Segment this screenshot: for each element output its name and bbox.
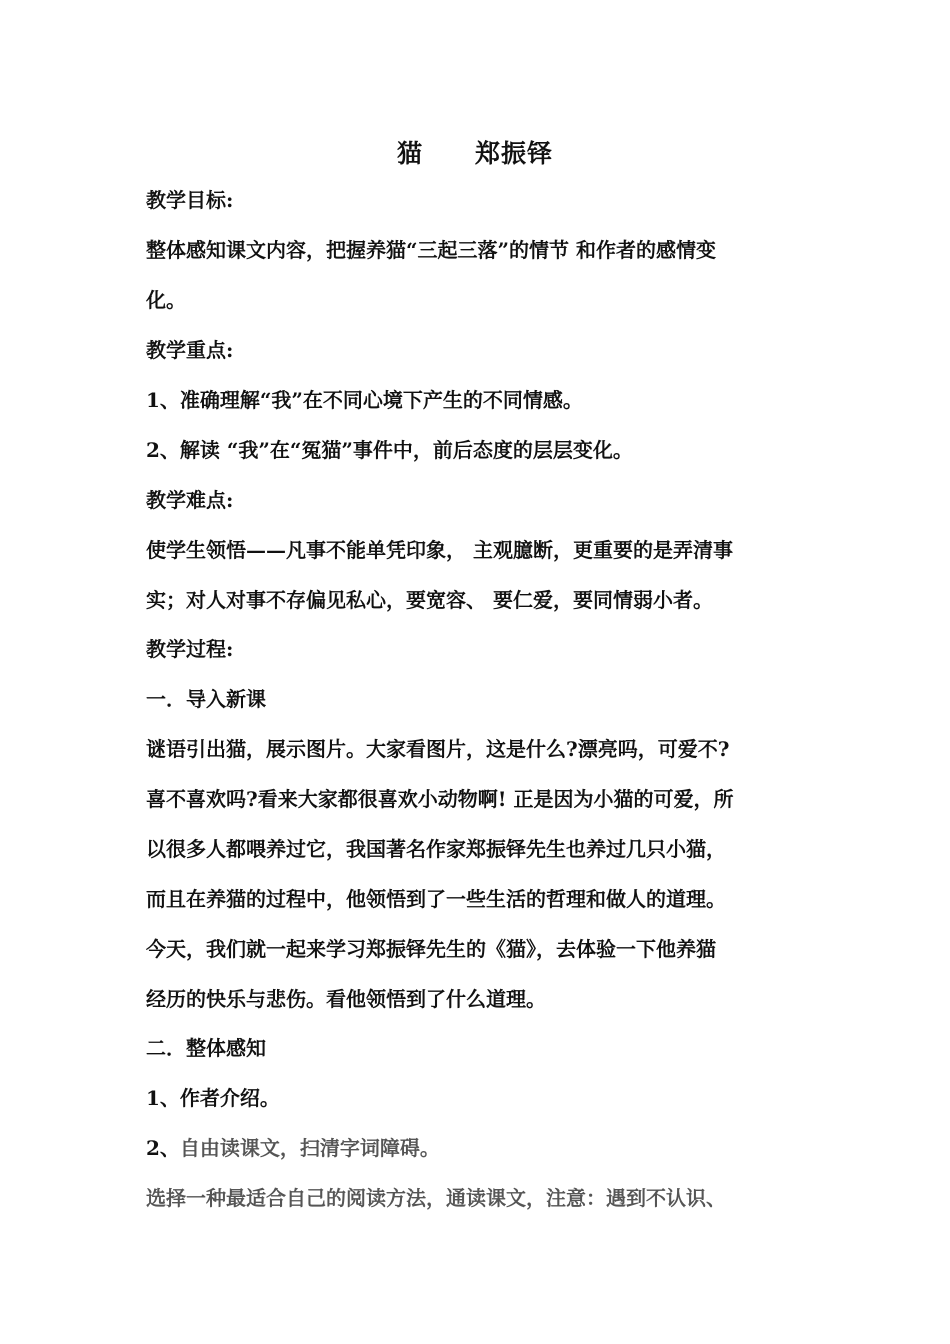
section-heading: 一．导入新课 [146,687,266,711]
paragraph-line: 今天，我们就一起来学习郑振铎先生的《猫》，去体验一下他养猫 [146,937,716,961]
paragraph-line: 选择一种最适合自己的阅读方法，通读课文，注意：遇到不认识、 [146,1186,726,1210]
list-item: 2、解读 “我”在“冤猫”事件中，前后态度的层层变化。 [146,438,633,462]
paragraph-line: 整体感知课文内容，把握养猫“三起三落”的情节 和作者的感情变 [146,238,716,262]
list-item: 1、准确理解“我”在不同心境下产生的不同情感。 [146,388,583,412]
heading-key-points: 教学重点: [146,338,234,362]
heading-process: 教学过程: [146,637,234,661]
list-item-text: 自由读课文，扫清字词障碍。 [179,1136,440,1160]
document-title [0,134,950,170]
paragraph-line: 以很多人都喂养过它，我国著名作家郑振铎先生也养过几只小猫， [146,837,726,861]
paragraph-line: 而且在养猫的过程中，他领悟到了一些生活的哲理和做人的道理。 [146,887,726,911]
paragraph-line: 实；对人对事不存偏见私心，要宽容、 要仁爱，要同情弱小者。 [146,588,713,612]
list-item: 1、作者介绍。 [146,1086,280,1110]
paragraph-line: 经历的快乐与悲伤。看他领悟到了什么道理。 [146,987,546,1011]
paragraph-line: 化。 [146,288,186,312]
heading-difficulties: 教学难点: [146,488,234,512]
paragraph-line: 谜语引出猫，展示图片。大家看图片，这是什么?漂亮吗，可爱不? [146,737,730,761]
section-heading: 二．整体感知 [146,1036,266,1060]
title-author: 郑振铎 [475,139,554,168]
paragraph-line: 喜不喜欢吗?看来大家都很喜欢小动物啊! 正是因为小猫的可爱，所 [146,787,734,811]
list-item [146,1133,440,1163]
list-item-number: 2、 [146,1136,180,1160]
title-text: 猫 [396,139,423,168]
paragraph-line: 使学生领悟——凡事不能单凭印象， 主观臆断，更重要的是弄清事 [146,538,733,562]
heading-teaching-goals: 教学目标: [146,188,234,212]
